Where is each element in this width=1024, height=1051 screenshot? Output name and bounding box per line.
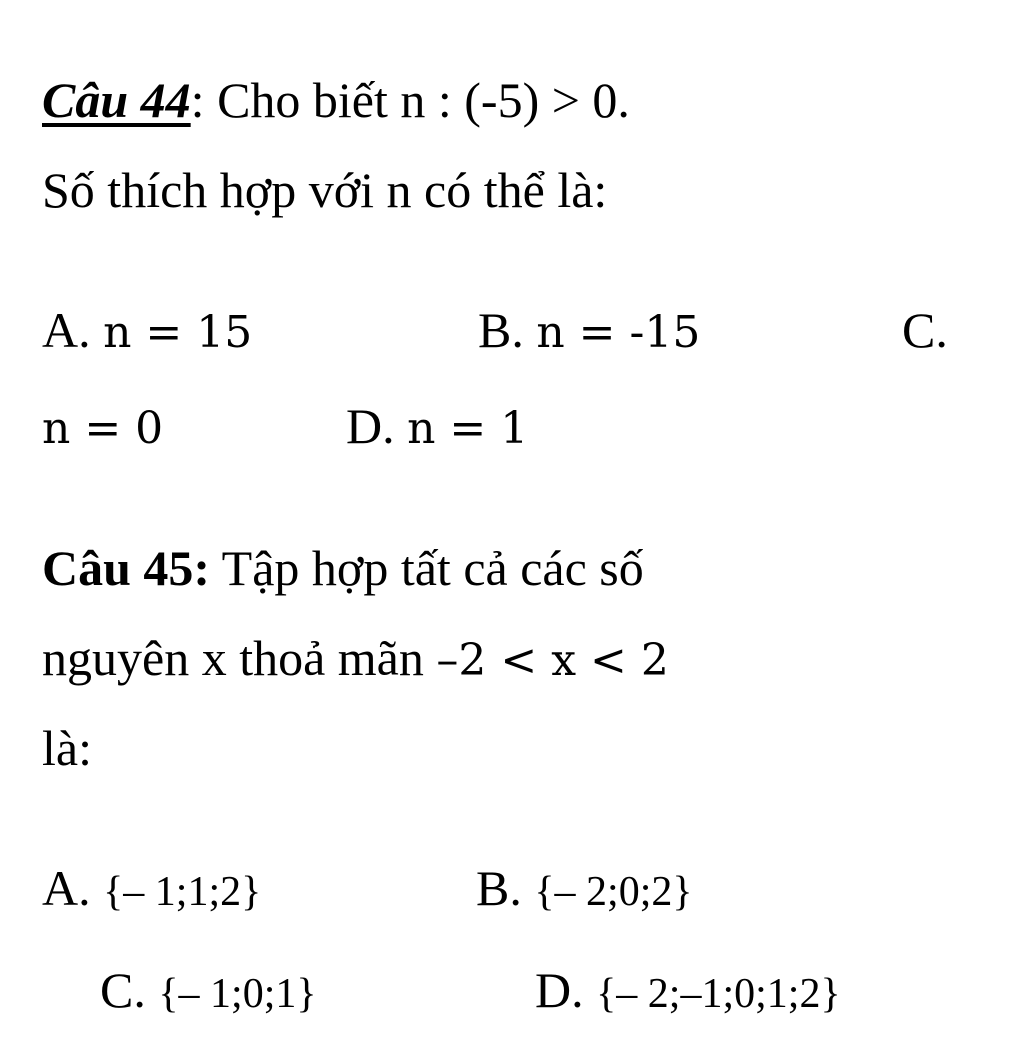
q44-option-c-letter-wrap — [902, 300, 948, 360]
q44-option-c-value-wrap — [42, 396, 163, 459]
question-45-line-2 — [42, 628, 669, 691]
q44-option-a — [42, 300, 252, 363]
question-44-line-2 — [42, 160, 607, 220]
q44-option-a-value: n = 15 — [103, 307, 253, 358]
q45-option-d — [535, 960, 841, 1024]
q44-option-d-letter: D. — [346, 398, 395, 454]
q44-option-b-value: n = -15 — [536, 307, 701, 358]
q45-option-c — [100, 960, 317, 1024]
question-44-stem: : Cho biết n : (-5) > 0. — [190, 72, 630, 128]
q44-option-b-letter: B. — [478, 302, 524, 358]
q45-option-a-letter: A. — [42, 860, 91, 916]
q45-option-b-letter: B. — [476, 860, 522, 916]
question-45-line-3 — [42, 718, 92, 778]
q44-option-b — [478, 300, 700, 363]
question-45-label: Câu 45: — [42, 540, 211, 596]
q45-option-c-value: {– 1;0;1} — [158, 971, 317, 1017]
question-44-label: Câu 44 — [42, 72, 191, 128]
question-45-stem-3: là: — [42, 720, 92, 776]
q45-option-d-value: {– 2;–1;0;1;2} — [596, 971, 841, 1017]
q44-option-d — [346, 396, 528, 459]
q45-option-b — [476, 858, 693, 922]
q44-option-c-value: n = 0 — [42, 403, 164, 454]
question-44-stem-2: Số thích hợp với n có thể là: — [42, 162, 608, 218]
question-44-line-1 — [42, 70, 630, 130]
q44-option-a-letter: A. — [42, 302, 91, 358]
q44-option-d-value: n = 1 — [407, 403, 529, 454]
question-45-stem: Tập hợp tất cả các số — [210, 540, 644, 596]
question-45-inequality: –2 < x < 2 — [436, 635, 669, 686]
question-45-line-1 — [42, 538, 644, 598]
q45-option-b-value: {– 2;0;2} — [534, 869, 693, 915]
q45-option-a-value: {– 1;1;2} — [103, 869, 262, 915]
q45-option-c-letter: C. — [100, 962, 146, 1018]
q45-option-a — [42, 858, 261, 922]
q44-option-c-letter: C. — [902, 302, 948, 358]
q45-option-d-letter: D. — [535, 962, 584, 1018]
question-45-stem-2: nguyên x thoả mãn — [42, 630, 437, 686]
